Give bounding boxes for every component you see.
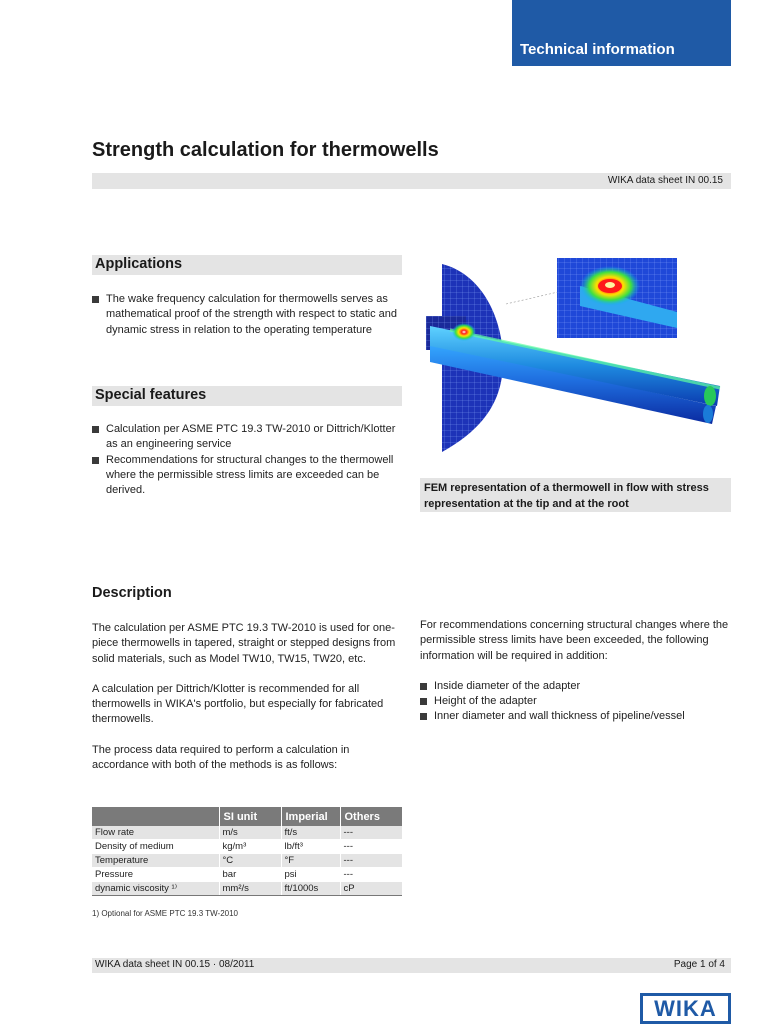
- special-features-heading-text: Special features: [95, 387, 207, 403]
- table-cell: bar: [219, 868, 281, 882]
- table-cell: ---: [340, 868, 402, 882]
- list-item: Height of the adapter: [420, 694, 731, 709]
- table-cell: ---: [340, 854, 402, 868]
- table-cell: °C: [219, 854, 281, 868]
- figure-caption-text: FEM representation of a thermowell in flow with stress representation at the tip and at the root: [424, 482, 709, 510]
- table-row: [92, 826, 402, 840]
- description-right-column: [420, 618, 731, 725]
- table-header-row: [92, 807, 402, 826]
- table-header-cell: Imperial: [281, 807, 340, 826]
- process-data-table: [92, 807, 402, 896]
- list-item: Inside diameter of the adapter: [420, 679, 731, 694]
- fem-thermowell-image: [420, 256, 731, 470]
- table-cell: dynamic viscosity ¹⁾: [92, 882, 219, 896]
- paragraph: The process data required to perform a calculation in accordance with both of the methods is as follows:: [92, 743, 350, 772]
- table-row: [92, 854, 402, 868]
- tab-label: Technical information: [520, 41, 675, 58]
- footer-left: WIKA data sheet IN 00.15 · 08/2011: [95, 959, 255, 970]
- special-features-list: [92, 422, 402, 498]
- applications-heading-text: Applications: [95, 256, 183, 272]
- table-cell: ft/s: [281, 826, 340, 840]
- table-header-cell: [92, 807, 219, 826]
- paragraph: For recommendations concerning structural changes where the permissible stress limits have been exceeded, the following information will be required in addition:: [420, 619, 729, 662]
- special-features-heading: [92, 386, 402, 406]
- page-title: Strength calculation for thermowells: [92, 139, 439, 161]
- table-cell: psi: [281, 868, 340, 882]
- applications-heading: [92, 255, 402, 275]
- figure-caption: [420, 478, 731, 512]
- table-cell: Flow rate: [92, 826, 219, 840]
- table-cell: cP: [340, 882, 402, 896]
- table-cell: °F: [281, 854, 340, 868]
- table-cell: kg/m³: [219, 840, 281, 854]
- paragraph: A calculation per Dittrich/Klotter is recommended for all thermowells in WIKA's portfolio, but especially for fabricated thermowells.: [92, 682, 384, 726]
- table-cell: lb/ft³: [281, 840, 340, 854]
- table-header-cell: Others: [340, 807, 402, 826]
- table-footnote: 1) Optional for ASME PTC 19.3 TW-2010: [92, 909, 238, 918]
- table-cell: ---: [340, 826, 402, 840]
- applications-list: [92, 292, 402, 338]
- footer-bar: [92, 958, 731, 973]
- list-item: Calculation per ASME PTC 19.3 TW-2010 or Dittrich/Klotter as an engineering service: [92, 422, 402, 453]
- table-header-cell: SI unit: [219, 807, 281, 826]
- list-item: Recommendations for structural changes to the thermowell where the permissible stress limits are exceeded can be derived.: [92, 453, 402, 499]
- datasheet-reference-bar: [92, 173, 731, 189]
- table-cell: Temperature: [92, 854, 219, 868]
- wika-logo: WIKA: [640, 993, 731, 1024]
- table-cell: Pressure: [92, 868, 219, 882]
- technical-information-tab: [512, 0, 731, 66]
- description-left-column: [92, 621, 402, 788]
- table-row: [92, 882, 402, 896]
- requirements-list: [420, 679, 731, 725]
- page-number: Page 1 of 4: [673, 959, 725, 970]
- list-item: The wake frequency calculation for thermowells serves as mathematical proof of the strength with respect to static and dynamic stress in relation to the operating temperature: [92, 292, 402, 338]
- table-row: [92, 840, 402, 854]
- table-cell: Density of medium: [92, 840, 219, 854]
- description-heading: Description: [92, 585, 172, 601]
- table-row: [92, 868, 402, 882]
- paragraph: The calculation per ASME PTC 19.3 TW-2010 is used for one-piece thermowells in tapered, straight or stepped designs from solid materials, such as Model TW10, TW15, TW20, etc.: [92, 622, 396, 665]
- table-cell: ---: [340, 840, 402, 854]
- table-cell: ft/1000s: [281, 882, 340, 896]
- table-cell: m/s: [219, 826, 281, 840]
- list-item: Inner diameter and wall thickness of pipeline/vessel: [420, 709, 731, 724]
- datasheet-reference: WIKA data sheet IN 00.15: [607, 175, 723, 186]
- table-cell: mm²/s: [219, 882, 281, 896]
